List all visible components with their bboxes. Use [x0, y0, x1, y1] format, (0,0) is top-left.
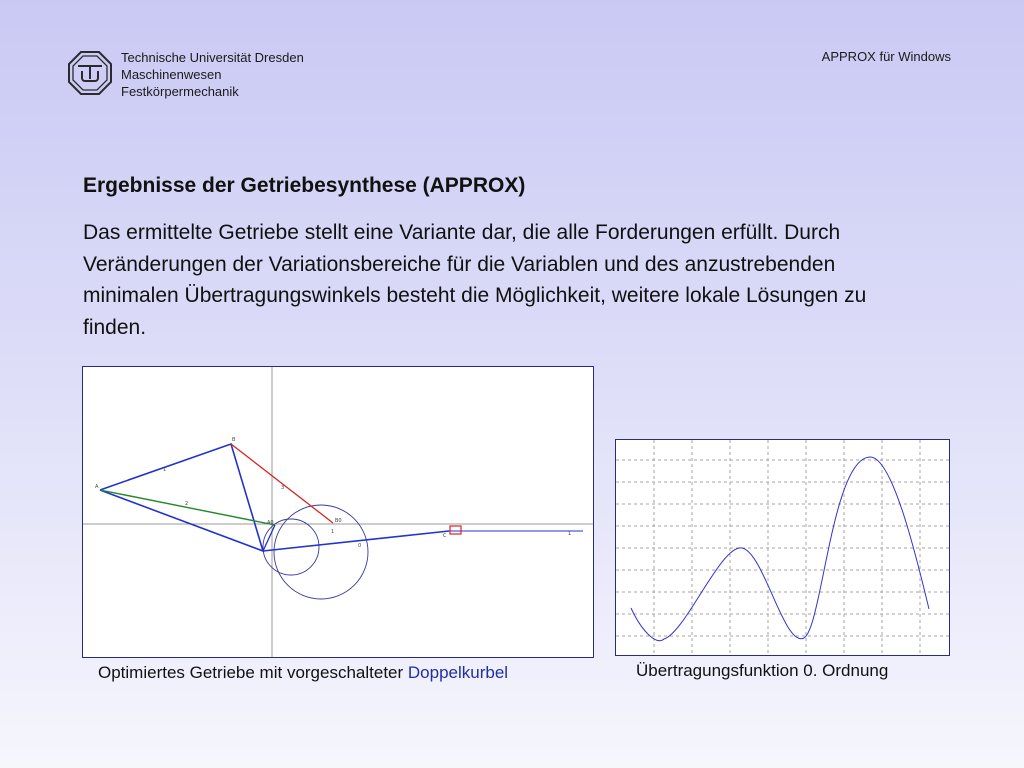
svg-text:C: C: [443, 533, 447, 539]
mechanism-caption-text: Optimiertes Getriebe mit vorgeschalteter: [98, 663, 408, 682]
institution-line-faculty: Maschinenwesen: [121, 67, 222, 82]
blue-coupler: [263, 531, 449, 551]
svg-text:B0: B0: [335, 518, 342, 524]
svg-text:A0: A0: [267, 520, 274, 526]
transfer-curve: [631, 457, 929, 641]
green-link: [100, 490, 275, 525]
tu-dresden-logo: [68, 51, 112, 95]
slider-block: [450, 526, 461, 534]
svg-text:1: 1: [568, 531, 572, 537]
institution-block: [121, 49, 304, 100]
svg-text:B: B: [232, 437, 236, 443]
transfer-function-plot: [616, 440, 949, 655]
svg-text:3: 3: [281, 485, 285, 491]
svg-text:2: 2: [185, 501, 189, 507]
product-name: APPROX für Windows: [821, 49, 951, 64]
svg-text:A: A: [95, 484, 99, 490]
institution-line-chair: Festkörpermechanik: [121, 84, 239, 99]
transfer-caption: Übertragungsfunktion 0. Ordnung: [636, 661, 889, 680]
red-link: [231, 444, 333, 523]
slide-paragraph: Das ermittelte Getriebe stellt eine Variante dar, die alle Forderungen erfüllt. Durch Veränderungen der Variationsbereiche für die Variablen und des anzustrebenden minimalen Übertragungswinkels besteht die Möglichkeit, weitere lokale Lösungen zu finden.: [83, 221, 867, 339]
transfer-function-figure: [615, 439, 950, 656]
mechanism-caption-highlight: Doppelkurbel: [407, 663, 509, 682]
institution-line-university: Technische Universität Dresden: [121, 50, 304, 65]
svg-text:1: 1: [331, 529, 335, 535]
small-circle: [263, 519, 319, 575]
slide-heading: Ergebnisse der Getriebesynthese (APPROX): [83, 174, 526, 197]
blue-link-chain: [100, 444, 263, 551]
svg-text:0: 0: [358, 543, 362, 549]
mechanism-drawing: [83, 367, 593, 657]
mechanism-caption: [98, 663, 508, 683]
svg-text:1: 1: [163, 467, 167, 473]
plot-grid: [616, 440, 949, 655]
mechanism-figure: [82, 366, 594, 658]
